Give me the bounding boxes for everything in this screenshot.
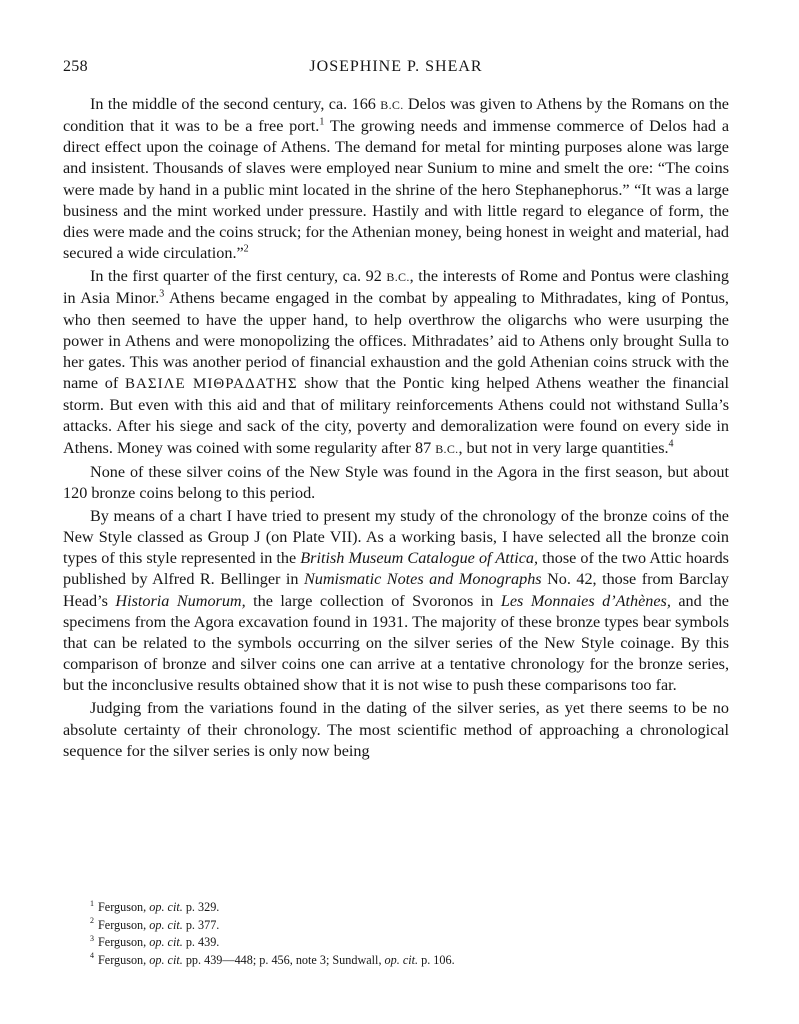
paragraph-5: Judging from the variations found in the dating of the silver series, as yet there seems to be no absolute certainty of their chronology. The most scientific method of approaching a chronological sequence for the silver series is only now being [63,699,729,760]
running-title: JOSEPHINE P. SHEAR [309,58,483,75]
footnote-number: 3 [90,933,94,943]
footnote-abbrev: op. cit. [149,917,183,932]
paragraph-1-text-a: In the middle of the second century, ca. 166 [90,95,381,113]
paragraph-4-text-d: the large collection of Svoronos in [245,591,501,610]
paragraph-2-text-b: , the interests of Rome and Pontus were clashing in Asia Minor. [63,267,729,308]
footnote-ref-2[interactable]: 2 [243,243,249,255]
footnote-3 [90,934,730,952]
footnote-text: p. 377. [182,917,220,932]
footnote-text: Ferguson, [98,952,150,967]
footnote-2 [90,917,730,935]
footnotes [90,899,730,969]
paragraph-2-text-a: In the first quarter of the first century, ca. 92 [90,267,387,286]
footnote-abbrev: op. cit. [384,952,419,967]
citation-title: Les Monnaies d’Athènes, [500,591,671,610]
footnote-ref-4[interactable]: 4 [668,438,674,450]
footnote-ref-3[interactable]: 3 [159,289,165,301]
paragraph-1-text-b: Delos was given to Athens by the Romans on the condition that it was to be a free port. [63,95,729,136]
greek-inscription: ΒΑΣΙΛΕ ΜΙΘΡΑΔΑΤΗΣ [125,376,298,393]
page-number: 258 [63,58,88,75]
citation-title: Historia Numorum, [115,591,246,610]
footnote-ref-1[interactable]: 1 [319,116,325,128]
footnote-text: Ferguson, [98,935,150,949]
footnote-text: Ferguson, [98,917,150,932]
paragraph-2-text-e: , but not in very large quantities. [458,438,669,457]
running-header [63,58,729,80]
paragraph-2-text-c: Athens became engaged in the combat by appealing to Mithradates, king of Pontus, who then seemed to have the upper hand, to help overthrow the oligarchs who were usurping the power in Athens and were monopolizing the offices. Mithradates’ aid to Athens only brought Sulla to her gates. This was another period of financial exhaustion and the gold Athenian coins struck with the name of [63,289,729,393]
footnote-4 [90,952,730,970]
paragraph-1 [63,94,729,264]
era-abbreviation: B.C. [386,270,410,285]
paragraph-4-text-a: By means of a chart I have tried to present my study of the chronology of the bronze coins of the New Style classed as Group J (on Plate VII). As a working basis, I have selected all the bronze coin types of this style represented in the [63,506,729,568]
era-abbreviation: B.C. [380,98,404,112]
footnote-number: 4 [90,951,94,961]
era-abbreviation: B.C. [435,441,459,456]
footnote-text: p. 329. [182,900,220,914]
paragraph-4-text-c: No. 42, those from Barclay Head’s [63,570,729,610]
citation-title: British Museum Catalogue of Attica, [300,549,539,568]
paragraph-4-text-e: and the specimens from the Agora excavation found in 1931. The majority of these bronze types bear symbols that can be related to the symbols occurring on the silver series of the New Style coinage. By this comparison of bronze and silver coins one can arrive at a tentative chronology for the bronze series, but the inconclusive results obtained show that it is not wise to push these comparisons too far. [63,591,729,695]
footnote-number: 2 [90,916,94,926]
footnote-text: p. 439. [182,935,220,949]
paragraph-2 [63,266,729,459]
footnote-text: p. 106. [418,952,455,967]
paragraph-2-text-d: show that the Pontic king helped Athens weather the financial storm. But even with this aid and that of military reinforcements Athens could not withstand Sulla’s attacks. After his siege and sack of the city, poverty and demoralization were found on every side in Athens. Money was coined with some regularity after 87 [63,374,729,457]
body-text [63,94,729,762]
paragraph-4 [63,506,729,696]
footnote-text: Ferguson, [98,900,150,914]
footnote-abbrev: op. cit. [149,952,183,967]
paragraph-1-text-c: The growing needs and immense commerce of Delos had a direct effect upon the coinage of Athens. The demand for metal for minting purposes alone was large and insistent. Thousands of slaves were employed near Sunium to mine and smelt the ore: “The coins were made by hand in a public mint located in the shrine of the hero Stephanephorus.” “It was a large business and the mint worked under pressure. Hastily and with little regard to elegance of form, the dies were made and the coins struck; for the Athenian money, being honest in weight and material, had secured a wide circulation.” [63,117,730,263]
footnote-number: 1 [90,898,94,908]
footnote-abbrev: op. cit. [149,935,183,949]
footnote-1 [90,899,730,917]
footnote-abbrev: op. cit. [149,900,183,914]
footnote-text: pp. 439—448; p. 456, note 3; Sundwall, [182,952,385,967]
paragraph-3: None of these silver coins of the New Style was found in the Agora in the first season, but about 120 bronze coins belong to this period. [63,462,729,502]
paragraph-4-text-b: those of the two Attic hoards published by Alfred R. Bellinger in [63,549,729,589]
citation-title: Numismatic Notes and Monographs [303,570,542,589]
